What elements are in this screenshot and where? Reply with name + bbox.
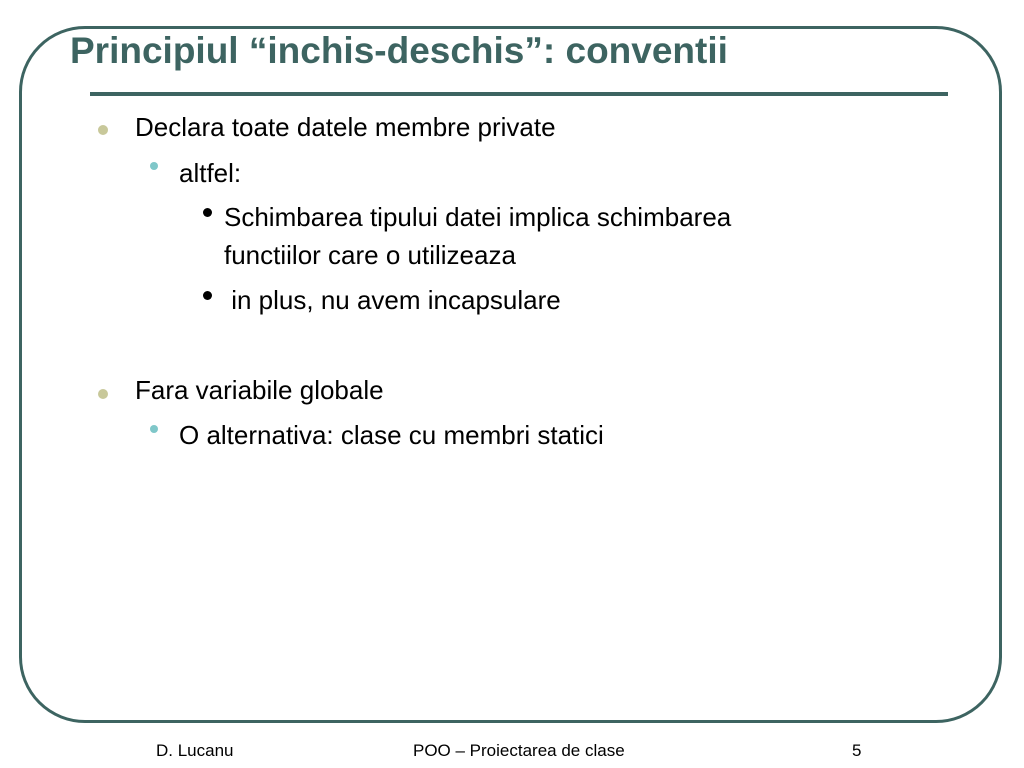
footer-course: POO – Proiectarea de clase (413, 741, 625, 760)
sub-sub-bullet-item-continuation: functiilor care o utilizeaza (224, 240, 516, 270)
title-underline (90, 92, 948, 96)
sub-sub-bullet-item: Schimbarea tipului datei implica schimbarea (224, 202, 732, 232)
sub-sub-bullet-item: in plus, nu avem incapsulare (224, 285, 561, 315)
sub-bullet-item: O alternativa: clase cu membri statici (179, 420, 604, 450)
sub-sub-bullet-dot-icon (203, 291, 212, 300)
bullet-dot-icon (98, 125, 108, 135)
bullet-item: Fara variabile globale (135, 375, 384, 405)
sub-bullet-item: altfel: (179, 158, 242, 188)
slide-title: Principiul “inchis-deschis”: conventii (70, 30, 728, 71)
bullet-dot-icon (98, 389, 108, 399)
bullet-item: Declara toate datele membre private (135, 112, 556, 142)
footer-author: D. Lucanu (156, 741, 234, 760)
sub-sub-bullet-dot-icon (203, 208, 212, 217)
sub-bullet-dot-icon (150, 425, 158, 433)
page-number: 5 (852, 741, 862, 760)
sub-bullet-dot-icon (150, 162, 158, 170)
